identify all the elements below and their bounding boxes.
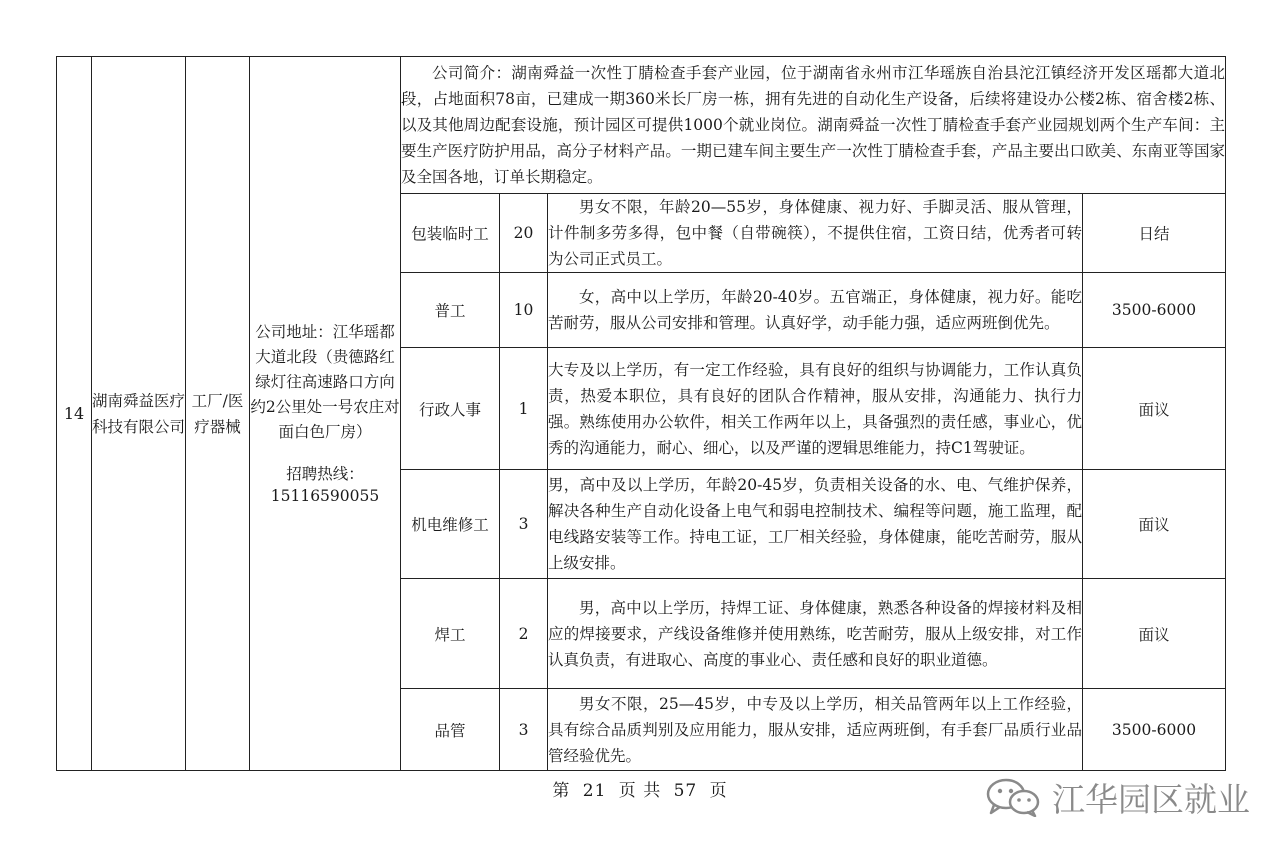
job-count: 1 bbox=[500, 348, 548, 470]
job-title: 包装临时工 bbox=[401, 194, 500, 273]
row-number: 14 bbox=[57, 57, 92, 771]
footer-mid: 页 共 bbox=[618, 781, 662, 801]
wechat-icon bbox=[984, 777, 1042, 817]
watermark-text: 江华园区就业 bbox=[1052, 779, 1250, 819]
job-requirement: 男，高中及以上学历，年龄20-45岁，负责相关设备的水、电、气维护保养，解决各种生产自动化设备上电气和弱电控制技术、编程等问题，施工监理，配电线路安装等工作。持电工证，工厂相关经验，身体健康，能吃苦耐劳，服从上级安排。 bbox=[548, 470, 1083, 579]
job-requirement: 女，高中以上学历，年龄20-40岁。五官端正，身体健康，视力好。能吃苦耐劳，服从公司安排和管理。认真好学，动手能力强，适应两班倒优先。 bbox=[548, 273, 1083, 348]
job-salary: 3500-6000 bbox=[1083, 273, 1226, 348]
hotline-number: 15116590055 bbox=[270, 487, 380, 505]
job-title: 行政人事 bbox=[401, 348, 500, 470]
job-table bbox=[56, 56, 1226, 771]
job-salary: 面议 bbox=[1083, 348, 1226, 470]
watermark bbox=[984, 774, 1250, 820]
job-salary: 面议 bbox=[1083, 579, 1226, 689]
job-title: 机电维修工 bbox=[401, 470, 500, 579]
page-total: 57 bbox=[673, 781, 698, 801]
job-requirement: 大专及以上学历，有一定工作经验，具有良好的组织与协调能力，工作认真负责，热爱本职位，具有良好的团队合作精神，服从安排，沟通能力、执行力强。熟练使用办公软件，相关工作两年以上，具备强烈的责任感，事业心，优秀的沟通能力，耐心、细心，以及严谨的逻辑思维能力，持C1驾驶证。 bbox=[548, 348, 1083, 470]
job-title: 普工 bbox=[401, 273, 500, 348]
job-salary: 日结 bbox=[1083, 194, 1226, 273]
company-address: 公司地址：江华瑶都大道北段（贵德路红绿灯往高速路口方向约2公里处一号农庄对面白色厂房） bbox=[250, 323, 400, 441]
job-title: 焊工 bbox=[401, 579, 500, 689]
hotline-label: 招聘热线： bbox=[286, 465, 364, 483]
job-count: 2 bbox=[500, 579, 548, 689]
job-salary: 面议 bbox=[1083, 470, 1226, 579]
page-number: 21 bbox=[582, 781, 607, 801]
company-intro: 公司简介：湖南舜益一次性丁腈检查手套产业园，位于湖南省永州市江华瑶族自治县沱江镇经济开发区瑶都大道北段，占地面积78亩，已建成一期360米长厂房一栋，拥有先进的自动化生产设备，后续将建设办公楼2栋、宿舍楼2栋、以及其他周边配套设施，预计园区可提供1000个就业岗位。湖南舜益一次性丁腈检查手套产业园规划两个生产车间：主要生产医疗防护用品，高分子材料产品。一期已建车间主要生产一次性丁腈检查手套，产品主要出口欧美、东南亚等国家及全国各地，订单长期稳定。 bbox=[401, 57, 1226, 194]
job-count: 3 bbox=[500, 470, 548, 579]
footer-prefix: 第 bbox=[552, 781, 571, 801]
footer-suffix: 页 bbox=[709, 781, 728, 801]
job-count: 10 bbox=[500, 273, 548, 348]
job-requirement: 男，高中以上学历，持焊工证、身体健康，熟悉各种设备的焊接材料及相应的焊接要求，产线设备维修并使用熟练，吃苦耐劳，服从上级安排，对工作认真负责，有进取心、高度的事业心、责任感和良好的职业道德。 bbox=[548, 579, 1083, 689]
job-count: 20 bbox=[500, 194, 548, 273]
job-requirement: 男女不限，25—45岁，中专及以上学历，相关品管两年以上工作经验，具有综合品质判别及应用能力，服从安排，适应两班倒，有手套厂品质行业品管经验优先。 bbox=[548, 689, 1083, 771]
job-requirement: 男女不限，年龄20—55岁，身体健康、视力好、手脚灵活、服从管理，计件制多劳多得，包中餐（自带碗筷），不提供住宿，工资日结，优秀者可转为公司正式员工。 bbox=[548, 194, 1083, 273]
job-salary: 3500-6000 bbox=[1083, 689, 1226, 771]
company-name: 湖南舜益医疗科技有限公司 bbox=[92, 57, 186, 771]
job-title: 品管 bbox=[401, 689, 500, 771]
company-address-cell bbox=[250, 57, 401, 771]
job-count: 3 bbox=[500, 689, 548, 771]
industry: 工厂/医疗器械 bbox=[186, 57, 250, 771]
hotline bbox=[250, 463, 400, 507]
